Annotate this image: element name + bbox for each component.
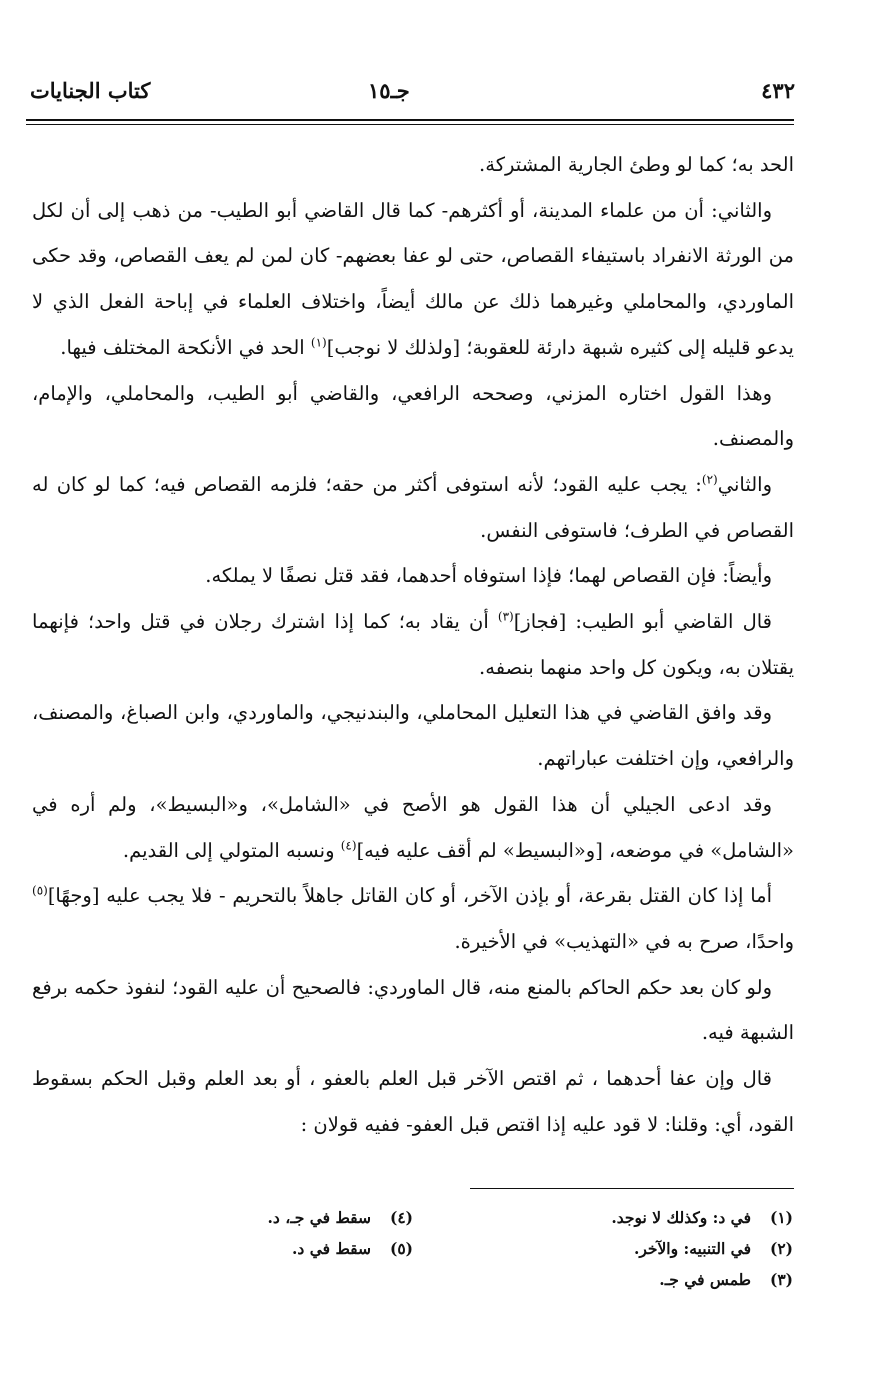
footnote-ref: (٢) (701, 472, 718, 487)
page-number: ٤٣٢ (761, 78, 795, 103)
footnote-text: طمس في جـ. (659, 1270, 751, 1289)
paragraph: الحد به؛ كما لو وطئ الجارية المشتركة. (479, 153, 794, 176)
header-rule-thick (26, 119, 794, 121)
footnote-text: سقط في جـ، د. (267, 1208, 371, 1227)
footnote-number: (٤) (389, 1208, 413, 1227)
footnote-4 (268, 1205, 413, 1231)
running-header (30, 78, 795, 108)
paragraph: وقد وافق القاضي في هذا التعليل المحاملي، والبندنيجي، والماوردي، وابن الصباغ، والمصنف، والرافعي، وإن اختلفت عباراتهم. (32, 701, 794, 771)
paragraph: قال وإن عفا أحدهما ، ثم اقتص الآخر قبل العلم بالعفو ، أو بعد العلم وقبل الحكم بسقوط القود، أي: وقلنا: لا قود عليه إذا اقتص قبل العفو- ففيه قولان : (32, 1067, 794, 1136)
paragraph: ولو كان بعد حكم الحاكم بالمنع منه، قال الماوردي: فالصحيح أن عليه القود؛ لنفوذ حكمه برفع الشبهة فيه. (32, 975, 794, 1045)
footnote-number: (٥) (389, 1239, 413, 1258)
footnote-number: (٣) (769, 1270, 793, 1289)
book-title: كتاب الجنايات (30, 78, 151, 103)
volume-label: جـ١٥ (368, 78, 410, 103)
footnote-text: في التنبيه: والآخر. (633, 1239, 751, 1258)
footnote-2 (634, 1236, 793, 1262)
footnote-number: (١) (769, 1208, 793, 1227)
paragraph: وهذا القول اختاره المزني، وصححه الرافعي، والقاضي أبو الطيب، والمحاملي، والإمام، والمصنف. (32, 381, 794, 451)
footnote-ref: (٤) (340, 838, 357, 853)
paragraph: قال القاضي أبو الطيب: [فجاز]$^{(٣)}$ أن يقاد به؛ كما إذا اشترك رجلان في قتل واحد؛ فإنهما يقتلان به، ويكون كل واحد منهما بنصفه. (32, 609, 794, 679)
footnote-text: في د: وكذلك لا نوجد. (611, 1208, 751, 1227)
footnote-3 (659, 1267, 793, 1293)
main-text (32, 142, 794, 1147)
paragraph: وأيضاً: فإن القصاص لهما؛ فإذا استوفاه أحدهما، فقد قتل نصفًا لا يملكه. (205, 564, 772, 588)
footnote-ref: (٥) (32, 883, 48, 898)
paragraph: وقد ادعى الجيلي أن هذا القول هو الأصح في «الشامل»، و«البسيط»، ولم أره في «الشامل» في موضعه، [و«البسيط» لم أقف عليه فيه]$^{(٤)}$ ونسبه المتولي إلى القديم. (32, 792, 794, 862)
footnote-ref: (٣) (497, 609, 514, 624)
footnote-ref: (١) (310, 335, 327, 350)
footnote-separator (470, 1188, 794, 1189)
paragraph: والثاني: أن من علماء المدينة، أو أكثرهم- كما قال القاضي أبو الطيب- من ذهب إلى أن لكل من الورثة الانفراد باستيفاء القصاص، حتى لو عفا بعضهم- كان لمن لم يعف القصاص، وقد حكى الماوردي، والمحاملي وغيرهما ذلك عن مالك أيضاً، واختلاف العلماء في إباحة الفعل الذي لا يدعو قليله إلى كثيره شبهة دارئة للعقوبة؛ [ولذلك لا نوجب]$^{(١)}$ الحد في الأنكحة المختلف فيها. (32, 198, 794, 359)
footnote-text: سقط في د. (292, 1239, 371, 1258)
paragraph: والثاني$^{(٢)}$: يجب عليه القود؛ لأنه استوفى أكثر من حقه؛ فلزمه القصاص فيه؛ كما لو كان له القصاص في الطرف؛ فاستوفى النفس. (32, 472, 794, 542)
paragraph: أما إذا كان القتل بقرعة، أو بإذن الآخر، أو كان القاتل جاهلاً بالتحريم - فلا يجب عليه [وجهًا]$^{(٥)}$ واحدًا، صرح به في «التهذيب» في الأخيرة. (32, 883, 794, 953)
footnote-1 (611, 1205, 793, 1231)
footnote-5 (292, 1236, 413, 1262)
header-rule-thin (26, 124, 794, 125)
footnote-number: (٢) (769, 1239, 793, 1258)
